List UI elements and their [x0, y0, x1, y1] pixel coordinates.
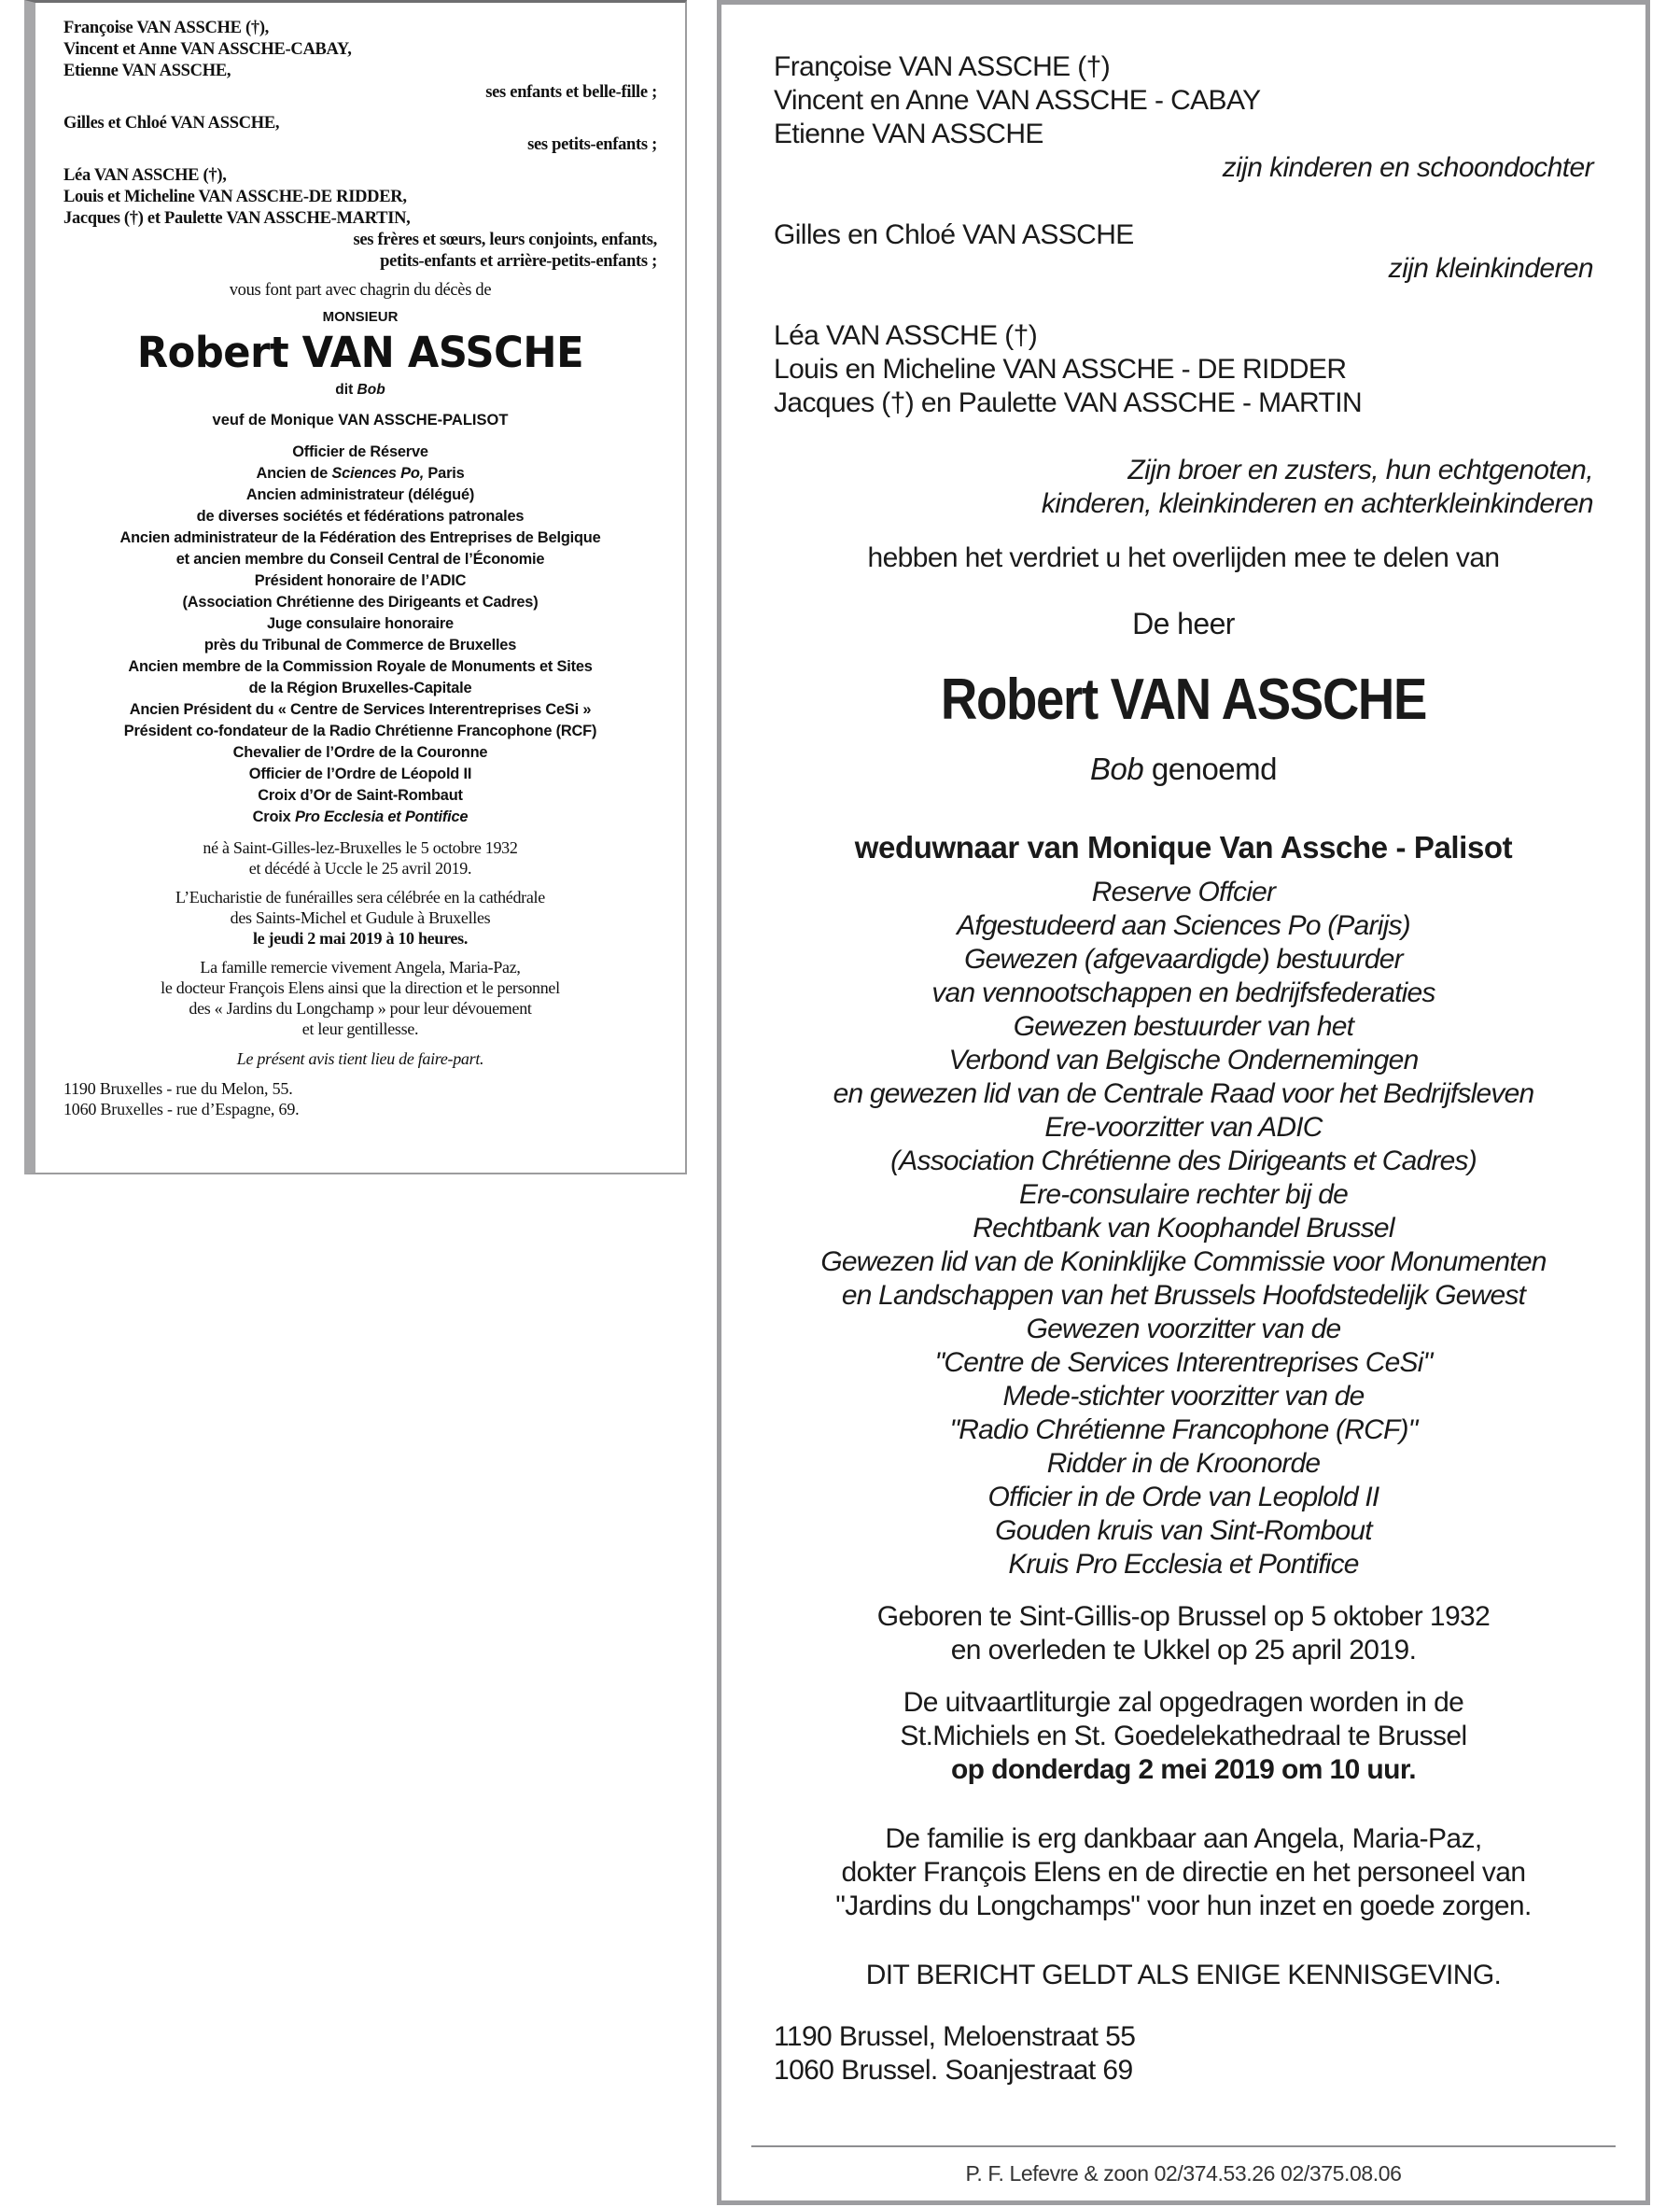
french-death-notice — [24, 0, 687, 1174]
fr-nickname-prefix: dit — [335, 382, 354, 398]
nl-title: Mede-stichter voorzitter van de — [1002, 1381, 1365, 1412]
nl-title: Reserve Offcier — [1091, 877, 1276, 907]
fr-family-member: Vincent et Anne VAN ASSCHE-CABAY, — [63, 40, 352, 59]
fr-thanks — [63, 957, 657, 1039]
nl-family-member: Louis en Micheline VAN ASSCHE - DE RIDDER — [774, 354, 1347, 385]
fr-title: Croix d’Or de Saint-Rombaut — [258, 787, 463, 804]
french-notice-content — [63, 18, 657, 1119]
nl-family-group-children — [774, 50, 1593, 185]
fr-thanks-line: des « Jardins du Longchamp » pour leur dévouement — [189, 999, 532, 1018]
fr-address: 1060 Bruxelles - rue d’Espagne, 69. — [63, 1100, 300, 1118]
fr-relation-label: ses frères et sœurs, leurs conjoints, enfants, — [353, 231, 657, 249]
fr-birth-death — [63, 837, 657, 879]
nl-funeral-info — [774, 1686, 1593, 1787]
fr-funeral-line: des Saints-Michel et Gudule à Bruxelles — [230, 908, 491, 927]
nl-title: en gewezen lid van de Centrale Raad voor het Bedrijfsleven — [833, 1078, 1534, 1109]
fr-family-member: Gilles et Chloé VAN ASSCHE, — [63, 114, 280, 133]
fr-family-member: Jacques (†) et Paulette VAN ASSCHE-MARTIN, — [63, 209, 411, 228]
fr-title: près du Tribunal de Commerce de Bruxelles — [203, 637, 517, 654]
nl-address: 1190 Brussel, Meloenstraat 55 — [774, 2021, 1136, 2052]
fr-relation-label: ses petits-enfants ; — [527, 135, 657, 154]
nl-title: Ere-voorzitter van ADIC — [1044, 1112, 1323, 1143]
nl-title: Officier in de Orde van Leoplold II — [987, 1482, 1379, 1512]
nl-relation-label: zijn kleinkinderen — [1388, 253, 1593, 284]
fr-honorific: MONSIEUR — [322, 309, 399, 325]
fr-title: Président co-fondateur de la Radio Chrétienne Francophone (RCF) — [123, 723, 597, 739]
fr-family-group-siblings — [63, 165, 657, 273]
fr-title-part: Paris — [424, 465, 465, 482]
fr-birth: né à Saint-Gilles-lez-Bruxelles le 5 octobre 1932 — [203, 838, 518, 857]
fr-addresses — [63, 1078, 657, 1119]
nl-title: van vennootschappen en bedrijfsfederaties — [931, 977, 1435, 1008]
nl-title: Verbond van Belgische Ondernemingen — [948, 1045, 1419, 1075]
fr-funeral-date: le jeudi 2 mai 2019 à 10 heures. — [252, 929, 469, 948]
nl-family-member: Jacques (†) en Paulette VAN ASSCHE - MARTIN — [774, 387, 1363, 418]
nl-thanks-line: De familie is erg dankbaar aan Angela, Maria-Paz, — [885, 1823, 1482, 1854]
nl-relation-label: kinderen, kleinkinderen en achterkleinkinderen — [1041, 488, 1593, 519]
nl-nickname-line — [774, 751, 1593, 788]
nl-birth: Geboren te Sint-Gillis-op Brussel op 5 oktober 1932 — [876, 1601, 1491, 1632]
nl-widower-of: weduwnaar van Monique Van Assche - Palisot — [854, 830, 1513, 865]
nl-title: Gouden kruis van Sint-Rombout — [995, 1515, 1372, 1546]
fr-title: Chevalier de l’Ordre de la Couronne — [232, 744, 488, 761]
dutch-death-notice — [717, 0, 1650, 2205]
fr-titles-list — [63, 442, 657, 828]
nl-title: Ere-consulaire rechter bij de — [1019, 1179, 1348, 1210]
fr-title: Officier de Réserve — [292, 443, 428, 460]
fr-title: de la Région Bruxelles-Capitale — [248, 680, 472, 696]
nl-address: 1060 Brussel. Soanjestraat 69 — [774, 2055, 1133, 2086]
nl-death: en overleden te Ukkel op 25 april 2019. — [950, 1635, 1417, 1666]
nl-title: Gewezen bestuurder van het — [1013, 1011, 1354, 1042]
nl-notice-clause: DIT BERICHT GELDT ALS ENIGE KENNISGEVING. — [865, 1960, 1502, 1990]
fr-title — [63, 807, 657, 828]
nl-title: "Radio Chrétienne Francophone (RCF)" — [949, 1414, 1418, 1445]
fr-family-member: Louis et Micheline VAN ASSCHE-DE RIDDER, — [63, 188, 407, 206]
nl-nickname: Bob — [1090, 752, 1144, 786]
fr-title — [63, 463, 657, 485]
nl-title: Kruis Pro Ecclesia et Pontifice — [1008, 1549, 1359, 1580]
nl-title: Gewezen lid van de Koninklijke Commissie voor Monumenten — [820, 1246, 1547, 1277]
fr-title-part: Ancien de — [256, 465, 332, 482]
fr-thanks-line: le docteur François Elens ainsi que la direction et le personnel — [161, 978, 560, 997]
nl-thanks-line: "Jardins du Longchamps" voor hun inzet en goede zorgen. — [835, 1891, 1532, 1921]
fr-announcement: vous font part avec chagrin du décès de — [229, 281, 492, 300]
nl-title: "Centre de Services Interentreprises CeSi" — [934, 1347, 1433, 1378]
fr-notice-clause: Le présent avis tient lieu de faire-part. — [236, 1049, 484, 1068]
nl-title: Rechtbank van Koophandel Brussel — [973, 1213, 1394, 1244]
fr-title: Ancien membre de la Commission Royale de Monuments et Sites — [128, 658, 593, 675]
fr-funeral-info — [63, 887, 657, 949]
fr-address: 1190 Bruxelles - rue du Melon, 55. — [63, 1079, 293, 1098]
nl-title: Gewezen (afgevaardigde) bestuurder — [964, 944, 1403, 975]
fr-relation-label: ses enfants et belle-fille ; — [485, 83, 657, 102]
nl-title: Ridder in de Kroonorde — [1046, 1448, 1321, 1479]
nl-siblings-relation — [774, 454, 1593, 521]
nl-family-group-grandchildren — [774, 218, 1593, 286]
fr-title: Ancien Président du « Centre de Services Interentreprises CeSi » — [129, 701, 592, 718]
fr-title-part: Croix — [252, 808, 295, 825]
fr-title-italic: Sciences Po, — [331, 465, 425, 482]
fr-title: Officier de l’Ordre de Léopold II — [248, 766, 472, 782]
fr-title: Ancien administrateur de la Fédération des Entreprises de Belgique — [119, 529, 601, 546]
fr-family-group-children — [63, 18, 657, 104]
nl-thanks — [774, 1822, 1593, 1923]
nl-family-member: Léa VAN ASSCHE (†) — [774, 320, 1038, 351]
fr-family-member: Etienne VAN ASSCHE, — [63, 62, 231, 80]
fr-title: (Association Chrétienne des Dirigeants et Cadres) — [182, 594, 539, 611]
fr-thanks-line: et leur gentillesse. — [301, 1019, 419, 1038]
nl-relation-label: zijn kinderen en schoondochter — [1222, 152, 1593, 183]
fr-nickname-line — [63, 380, 657, 401]
dutch-notice-content — [774, 50, 1593, 2088]
nl-deceased-name: Robert VAN ASSCHE — [940, 668, 1427, 732]
nl-honorific: De heer — [1132, 607, 1235, 640]
fr-death: et décédé à Uccle le 25 avril 2019. — [248, 859, 472, 878]
nl-family-member: Vincent en Anne VAN ASSCHE - CABAY — [774, 85, 1261, 116]
fr-title: de diverses sociétés et fédérations patronales — [196, 508, 525, 525]
nl-family-member: Etienne VAN ASSCHE — [774, 119, 1043, 149]
nl-thanks-line: dokter François Elens en de directie en het personeel van — [841, 1857, 1526, 1888]
nl-family-member: Gilles en Chloé VAN ASSCHE — [774, 219, 1134, 250]
fr-widower-of: veuf de Monique VAN ASSCHE-PALISOT — [212, 412, 509, 429]
fr-title: Ancien administrateur (délégué) — [245, 486, 475, 503]
fr-title: et ancien membre du Conseil Central de l’Économie — [175, 551, 545, 568]
fr-family-member: Françoise VAN ASSCHE (†), — [63, 19, 270, 37]
fr-funeral-line: L’Eucharistie de funérailles sera célébrée en la cathédrale — [175, 888, 545, 907]
nl-announcement: hebben het verdriet u het overlijden mee te delen van — [867, 542, 1500, 573]
nl-relation-label: Zijn broer en zusters, hun echtgenoten, — [1127, 455, 1593, 485]
funeral-home-footer: P. F. Lefevre & zoon 02/374.53.26 02/375.08.06 — [965, 2161, 1402, 2186]
fr-title: Président honoraire de l’ADIC — [254, 572, 467, 589]
nl-funeral-line: De uitvaartliturgie zal opgedragen worden in de — [903, 1687, 1464, 1718]
nl-title: en Landschappen van het Brussels Hoofdstedelijk Gewest — [841, 1280, 1526, 1311]
nl-title: Gewezen voorzitter van de — [1026, 1314, 1341, 1344]
nl-addresses — [774, 2020, 1593, 2088]
nl-title: (Association Chrétienne des Dirigeants et Cadres) — [890, 1146, 1477, 1176]
fr-thanks-line: La famille remercie vivement Angela, Maria-Paz, — [200, 958, 521, 977]
nl-funeral-line: St.Michiels en St. Goedelekathedraal te Brussel — [900, 1721, 1467, 1751]
nl-nickname-suffix: genoemd — [1143, 752, 1277, 786]
fr-deceased-name: Robert VAN ASSCHE — [136, 328, 584, 377]
fr-nickname: Bob — [357, 382, 385, 398]
fr-title-italic: Pro Ecclesia et Pontifice — [294, 808, 469, 825]
nl-birth-death — [774, 1600, 1593, 1667]
fr-family-group-grandchildren — [63, 113, 657, 156]
footer-divider — [751, 2145, 1616, 2147]
nl-family-member: Françoise VAN ASSCHE (†) — [774, 51, 1111, 82]
nl-family-group-siblings — [774, 319, 1593, 420]
nl-titles-list — [774, 876, 1593, 1581]
fr-title: Juge consulaire honoraire — [267, 615, 454, 632]
nl-funeral-date: op donderdag 2 mei 2019 om 10 uur. — [950, 1754, 1417, 1785]
fr-family-member: Léa VAN ASSCHE (†), — [63, 166, 227, 185]
nl-title: Afgestudeerd aan Sciences Po (Parijs) — [957, 910, 1410, 941]
fr-relation-label: petits-enfants et arrière-petits-enfants ; — [380, 252, 657, 271]
